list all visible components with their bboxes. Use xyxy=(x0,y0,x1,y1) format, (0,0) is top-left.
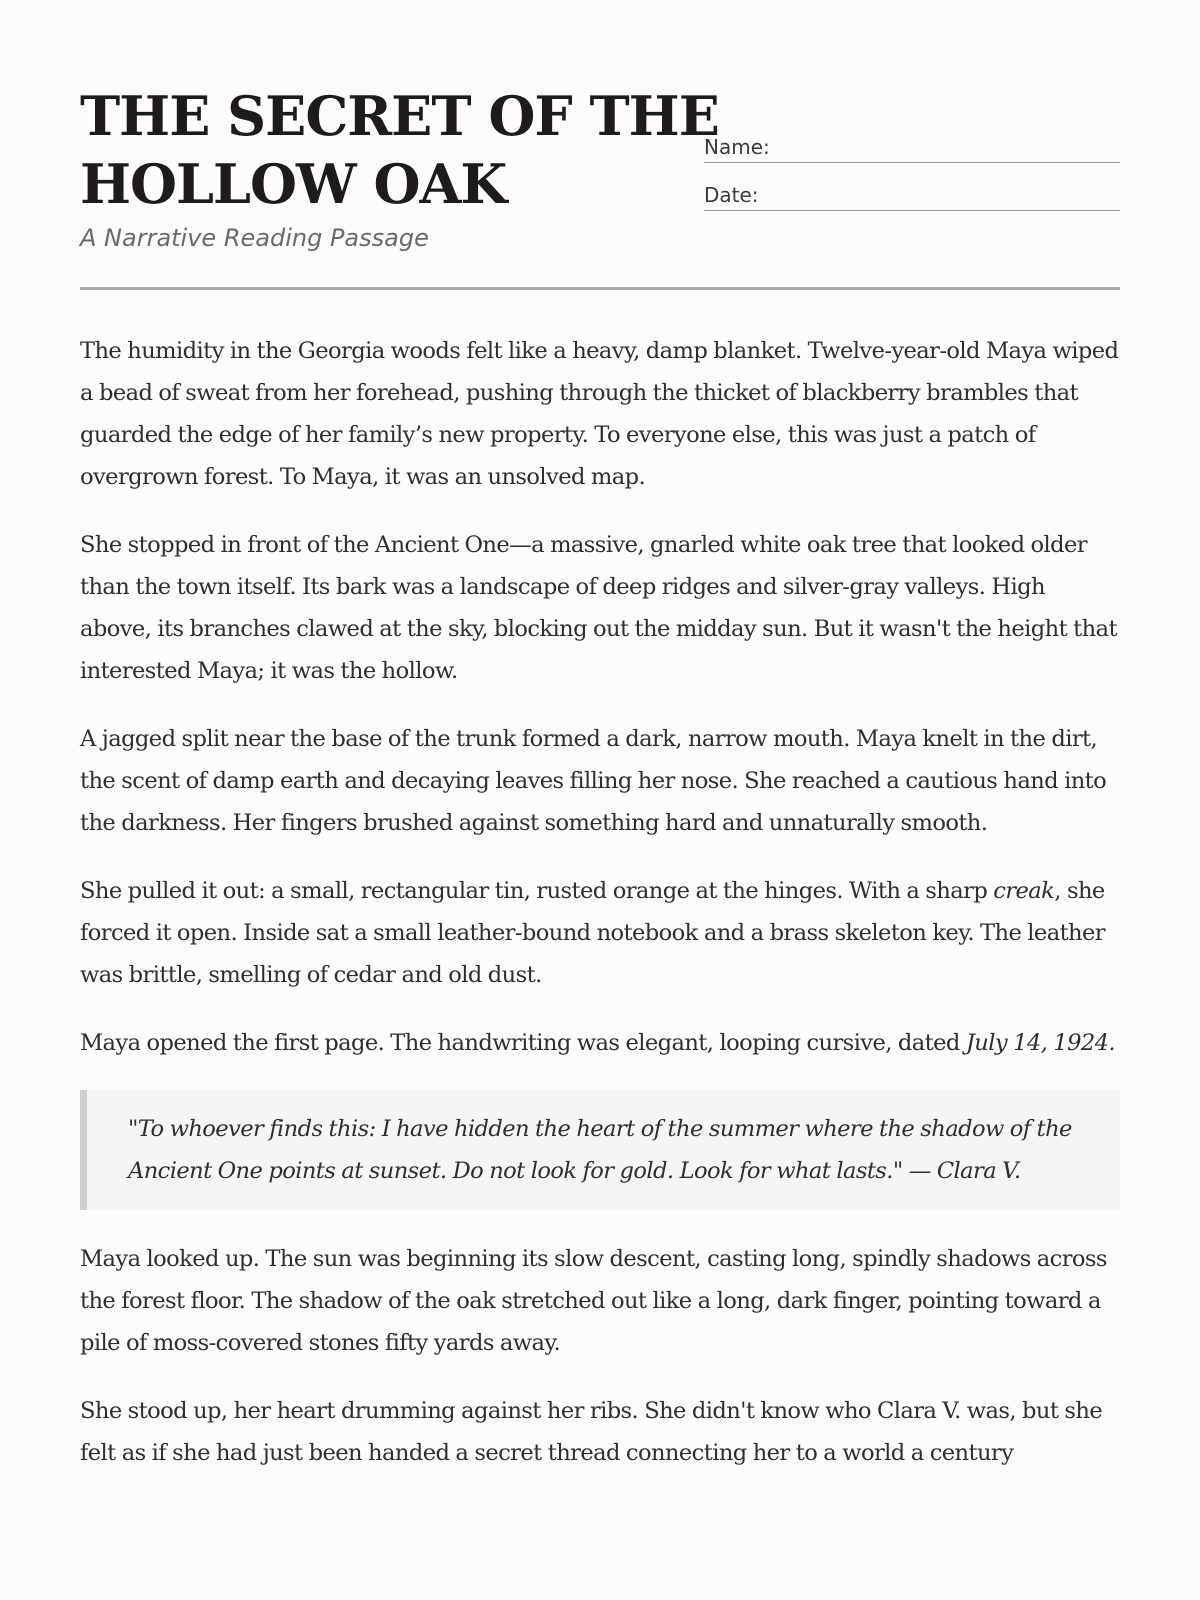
page-subtitle: A Narrative Reading Passage xyxy=(80,224,429,252)
date-field[interactable] xyxy=(704,180,1120,211)
paragraph-2: She stopped in front of the Ancient One—a massive, gnarled white oak tree that looked older than the town itself. Its bark was a landscape of deep ridges and silver-gray valleys. High above, its branches clawed at the sky, blocking out the midday sun. But it wasn't the height that interested Maya; it was the hollow. xyxy=(80,532,1117,684)
paragraph-7: She stood up, her heart drumming against her ribs. She didn't know who Clara V. was, but she felt as if she had just been handed a secret thread connecting her to a world a century xyxy=(80,1398,1103,1466)
story-body xyxy=(80,330,1120,1500)
page-title: THE SECRET OF THE HOLLOW OAK xyxy=(80,84,719,216)
name-label: Name: xyxy=(704,135,770,159)
paragraph-6: Maya looked up. The sun was beginning its slow descent, casting long, spindly shadows across the forest floor. The shadow of the oak stretched out like a long, dark finger, pointing toward a pile of moss-covered stones fifty yards away. xyxy=(80,1246,1107,1356)
date-label: Date: xyxy=(704,183,759,207)
paragraph-5-date: July 14, 1924. xyxy=(965,1030,1116,1056)
name-field[interactable] xyxy=(704,132,1120,163)
paragraph-4-text-b: , she forced it open. Inside sat a small leather-bound notebook and a brass skeleton key. The leather was brittle, smelling of cedar and old dust. xyxy=(80,878,1105,988)
paragraph-4 xyxy=(80,870,1120,996)
header-divider xyxy=(80,287,1120,290)
paragraph-5-text: Maya opened the first page. The handwriting was elegant, looping cursive, dated xyxy=(80,1030,966,1056)
worksheet-header xyxy=(80,82,1120,290)
journal-quote: "To whoever finds this: I have hidden the heart of the summer where the shadow of the Ancient One points at sunset. Do not look for gold. Look for what lasts." — Clara V. xyxy=(80,1090,1120,1210)
paragraph-1: The humidity in the Georgia woods felt like a heavy, damp blanket. Twelve-year-old Maya wiped a bead of sweat from her forehead, pushing through the thicket of blackberry brambles that guarded the edge of her family’s new property. To everyone else, this was just a patch of overgrown forest. To Maya, it was an unsolved map. xyxy=(80,338,1119,490)
paragraph-4-text-a: She pulled it out: a small, rectangular tin, rusted orange at the hinges. With a sharp xyxy=(80,878,994,904)
paragraph-4-emphasis: creak xyxy=(993,878,1055,904)
paragraph-5 xyxy=(80,1022,1120,1064)
paragraph-3: A jagged split near the base of the trunk formed a dark, narrow mouth. Maya knelt in the dirt, the scent of damp earth and decaying leaves filling her nose. She reached a cautious hand into the darkness. Her fingers brushed against something hard and unnaturally smooth. xyxy=(80,726,1107,836)
